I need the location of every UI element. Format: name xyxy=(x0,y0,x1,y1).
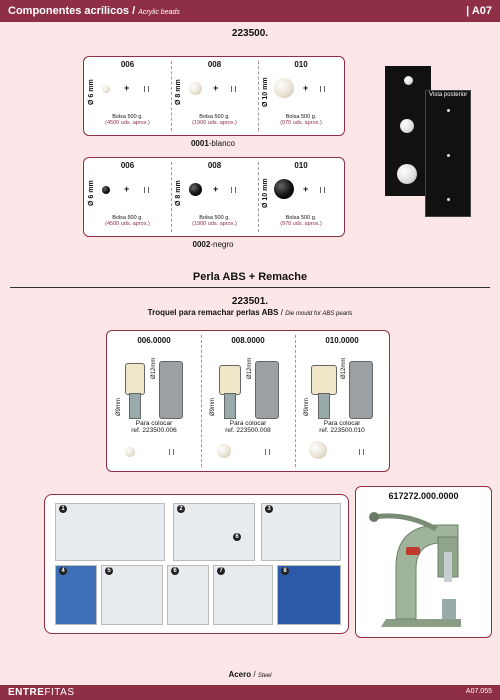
die-bottom-image xyxy=(159,361,183,419)
white-beads-box xyxy=(83,56,345,136)
diameter-label: Ø 6 mm xyxy=(88,79,95,105)
die-diameter: Ø9mm xyxy=(304,398,310,416)
diameter-label: Ø 10 mm xyxy=(262,77,269,107)
black-variant-label: 0002-negro xyxy=(192,240,234,249)
step-image-2 xyxy=(173,503,255,561)
die-usage: Para colocar ref. 223500.008 xyxy=(225,420,271,434)
white-pearl-10mm xyxy=(274,78,294,98)
die-usage: Para colocar ref. 223500.006 xyxy=(131,420,177,434)
rivet-icon xyxy=(265,449,270,455)
bag-info: Bolsa 500 g. (1900 uds. aprox.) xyxy=(192,114,237,126)
pearl-image xyxy=(217,444,231,458)
die-diameter: Ø9mm xyxy=(116,398,122,416)
die-code: 006.0000 xyxy=(137,336,171,345)
diameter-label: Ø 8 mm xyxy=(175,180,182,206)
step-image-3 xyxy=(261,503,341,561)
die-diameter: Ø9mm xyxy=(210,398,216,416)
step-number: 6 xyxy=(233,533,241,541)
ref-223501: 223501. xyxy=(231,296,269,307)
bag-info: Bolsa 500 g. (970 uds. aprox.) xyxy=(280,215,322,227)
rivet-icon xyxy=(231,187,236,193)
step-number: 8 xyxy=(281,567,289,575)
bead-option-008 xyxy=(171,158,258,236)
die-diameter: Ø12mm xyxy=(247,357,253,379)
rivet-back-image xyxy=(447,109,450,112)
size-code: 010 xyxy=(294,60,308,69)
die-top-image xyxy=(219,365,241,395)
bag-info: Bolsa 500 g. (4500 uds. aprox.) xyxy=(105,114,150,126)
machine-code: 617272.000.0000 xyxy=(388,491,459,501)
pearl-image xyxy=(397,164,417,184)
machine-box xyxy=(355,486,492,638)
bag-info: Bolsa 500 g. (970 uds. aprox.) xyxy=(280,114,322,126)
rivet-back-image xyxy=(447,198,450,201)
white-pearl-8mm xyxy=(189,82,202,95)
die-code: 008.0000 xyxy=(231,336,265,345)
rivet-icon xyxy=(144,86,149,92)
rivet-back-image xyxy=(447,154,450,157)
die-option-010 xyxy=(295,331,389,471)
rivet-icon xyxy=(231,86,236,92)
rivet-icon xyxy=(359,449,364,455)
black-pearl-6mm xyxy=(102,186,110,194)
die-usage: Para colocar ref. 223500.010 xyxy=(319,420,365,434)
die-code: 010.0000 xyxy=(325,336,359,345)
die-bottom-image xyxy=(255,361,279,419)
section-code: | A07 xyxy=(466,5,492,17)
pearl-image xyxy=(400,119,414,133)
header-bar xyxy=(0,0,500,22)
ref-223500: 223500. xyxy=(231,28,269,39)
back-view-label: Vista posterior xyxy=(429,92,468,98)
die-diameter: Ø12mm xyxy=(341,357,347,379)
pearl-photo-back xyxy=(425,90,471,217)
black-pearl-8mm xyxy=(189,183,202,196)
bead-option-010 xyxy=(258,57,344,135)
page-number: A07.055 xyxy=(465,688,492,695)
section-title: Perla ABS + Remache xyxy=(192,271,308,283)
size-code: 008 xyxy=(207,161,222,170)
rivet-icon xyxy=(320,86,325,92)
instructions-box xyxy=(44,494,349,634)
rivet-icon xyxy=(169,449,174,455)
size-code: 010 xyxy=(294,161,308,170)
bead-option-008 xyxy=(171,57,258,135)
bead-option-006 xyxy=(84,57,171,135)
plus-sign: + xyxy=(124,83,130,93)
size-code: 006 xyxy=(120,161,135,170)
step-number: 2 xyxy=(177,505,185,513)
die-option-008 xyxy=(201,331,295,471)
plus-sign: + xyxy=(303,83,309,93)
plus-sign: + xyxy=(213,83,219,93)
pearl-image xyxy=(125,447,135,457)
size-code: 006 xyxy=(120,60,135,69)
brand-logo: ENTREFITAS xyxy=(8,687,75,698)
die-title: Troquel para remachar perlas ABS / Die mould for ABS pearls xyxy=(147,308,353,317)
step-number: 5 xyxy=(105,567,113,575)
black-beads-box xyxy=(83,157,345,237)
diameter-label: Ø 10 mm xyxy=(262,178,269,208)
die-option-006 xyxy=(107,331,201,471)
pearl-image xyxy=(309,441,327,459)
die-top-shaft xyxy=(129,393,141,419)
die-top-shaft xyxy=(318,393,330,419)
step-number: 1 xyxy=(59,505,67,513)
plus-sign: + xyxy=(303,184,309,194)
die-top-image xyxy=(311,365,337,395)
material-label: Acero / Steel xyxy=(228,670,272,679)
hand-press-machine-image xyxy=(366,507,481,632)
plus-sign: + xyxy=(124,184,130,194)
section-rule xyxy=(10,287,490,288)
black-pearl-10mm xyxy=(274,179,294,199)
rivet-icon xyxy=(144,187,149,193)
die-top-image xyxy=(125,363,145,395)
page-title: Componentes acrílicos / Acrylic beads xyxy=(8,5,180,17)
footer-bar xyxy=(0,685,500,700)
bead-option-010 xyxy=(258,158,344,236)
step-number: 7 xyxy=(217,567,225,575)
white-variant-label: 0001-blanco xyxy=(190,139,236,148)
bag-info: Bolsa 500 g. (1900 uds. aprox.) xyxy=(192,215,237,227)
size-code: 008 xyxy=(207,60,222,69)
diameter-label: Ø 6 mm xyxy=(88,180,95,206)
bead-option-006 xyxy=(84,158,171,236)
white-pearl-6mm xyxy=(102,85,110,93)
die-moulds-box xyxy=(106,330,390,472)
step-image-1 xyxy=(55,503,165,561)
die-bottom-image xyxy=(349,361,373,419)
diameter-label: Ø 8 mm xyxy=(175,79,182,105)
rivet-icon xyxy=(320,187,325,193)
bag-info: Bolsa 500 g. (4500 uds. aprox.) xyxy=(105,215,150,227)
die-top-shaft xyxy=(224,393,236,419)
step-number: 3 xyxy=(265,505,273,513)
pearl-image xyxy=(404,76,413,85)
die-diameter: Ø12mm xyxy=(151,357,157,379)
plus-sign: + xyxy=(213,184,219,194)
step-number: 6 xyxy=(171,567,179,575)
step-number: 4 xyxy=(59,567,67,575)
